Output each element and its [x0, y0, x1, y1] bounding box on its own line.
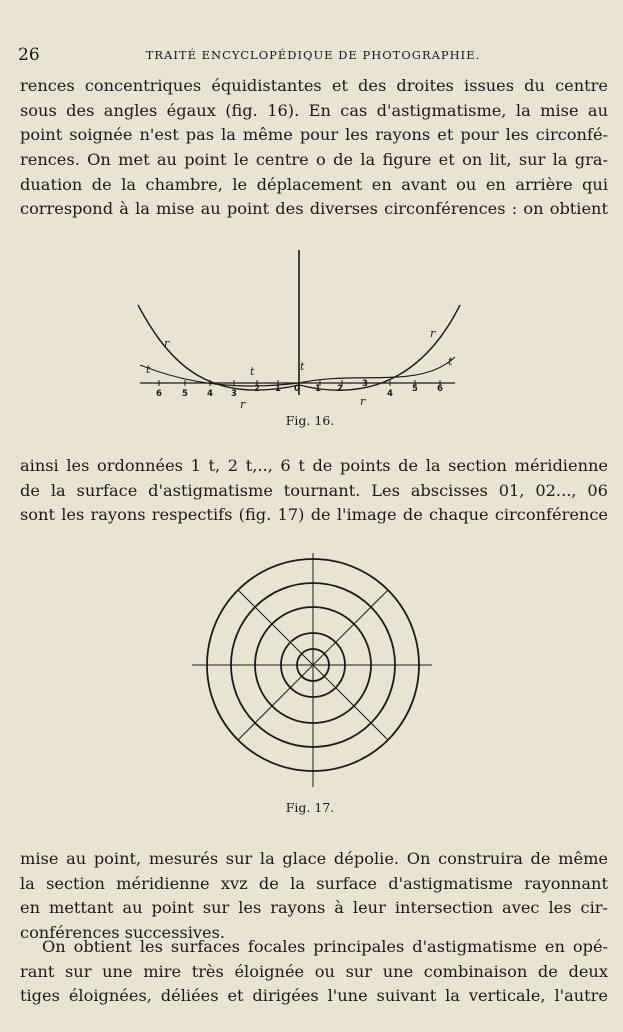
- text-line: ainsi les ordonnées 1 t, 2 t,.., 6 t de points de la section méridienne: [20, 456, 608, 475]
- tick-label: 5: [182, 389, 188, 399]
- paragraph-2: [20, 454, 608, 528]
- t-label: t: [250, 365, 255, 378]
- text-line: duation de la chambre, le déplacement en avant ou en arrière qui: [20, 174, 608, 194]
- text-line: sous des angles égaux (fig. 16). En cas d'astigmatisme, la mise au: [20, 100, 608, 120]
- text-line: rences concentriques équidistantes et des droites issues du centre: [20, 76, 608, 95]
- text-line: conférences successives.: [20, 923, 226, 943]
- text-line: en mettant au point sur les rayons à leur intersection avec les cir-: [20, 898, 608, 918]
- text-line: tiges éloignées, déliées et dirigées l'une suivant la verticale, l'autre: [20, 986, 608, 1006]
- text-line: On obtient les surfaces focales principales d'astigmatisme en opé-: [42, 937, 608, 956]
- t-curve: [140, 357, 455, 386]
- tick-label: 5: [412, 384, 418, 394]
- page-number: 26: [18, 45, 40, 65]
- text-line: rences. On met au point le centre o de la figure et on lit, sur la gra-: [20, 150, 608, 170]
- tick-label: 3: [362, 379, 368, 389]
- r-label: r: [360, 395, 366, 408]
- t-label: t: [300, 360, 305, 373]
- text-line: mise au point, mesurés sur la glace dépolie. On construira de même: [20, 849, 608, 868]
- page-header: [18, 45, 608, 65]
- r-label: r: [240, 398, 246, 411]
- origin-label: 0: [294, 384, 300, 394]
- running-title: TRAITÉ ENCYCLOPÉDIQUE DE PHOTOGRAPHIE.: [145, 48, 481, 62]
- t-label: t: [146, 363, 151, 376]
- figure-17-caption: Fig. 17.: [285, 800, 335, 815]
- r-label: r: [164, 337, 170, 350]
- tick-label: 1: [315, 384, 321, 394]
- tick-label: 6: [156, 389, 162, 399]
- text-line: point soignée n'est pas la même pour les rayons et pour les circonfé-: [20, 125, 608, 145]
- paragraph-4: [20, 935, 608, 1009]
- tick-label: 6: [437, 384, 443, 394]
- text-line: correspond à la mise au point des diverses circonférences : on obtient: [20, 199, 608, 219]
- tick-label: 1: [275, 384, 281, 394]
- figure-16-diagram: [130, 245, 470, 410]
- tick-label: 4: [207, 389, 213, 399]
- tick-label: 2: [254, 384, 260, 394]
- tick-label: 2: [337, 384, 343, 394]
- text-line: rant sur une mire très éloignée ou sur une combinaison de deux: [20, 961, 608, 981]
- paragraph-1: [20, 74, 608, 222]
- t-label: t: [448, 355, 453, 368]
- r-label: r: [430, 327, 436, 340]
- paragraph-3: [20, 847, 608, 946]
- figure-17-diagram: [200, 565, 426, 791]
- text-line: la section méridienne xvz de la surface d'astigmatisme rayonnant: [20, 873, 608, 893]
- tick-label: 4: [387, 389, 393, 399]
- text-line: de la surface d'astigmatisme tournant. Les abscisses 01, 02..., 06: [20, 480, 608, 500]
- text-line: sont les rayons respectifs (fig. 17) de l'image de chaque circonférence: [20, 505, 608, 525]
- figure-16-caption: Fig. 16.: [285, 413, 335, 428]
- tick-label: 3: [231, 389, 237, 399]
